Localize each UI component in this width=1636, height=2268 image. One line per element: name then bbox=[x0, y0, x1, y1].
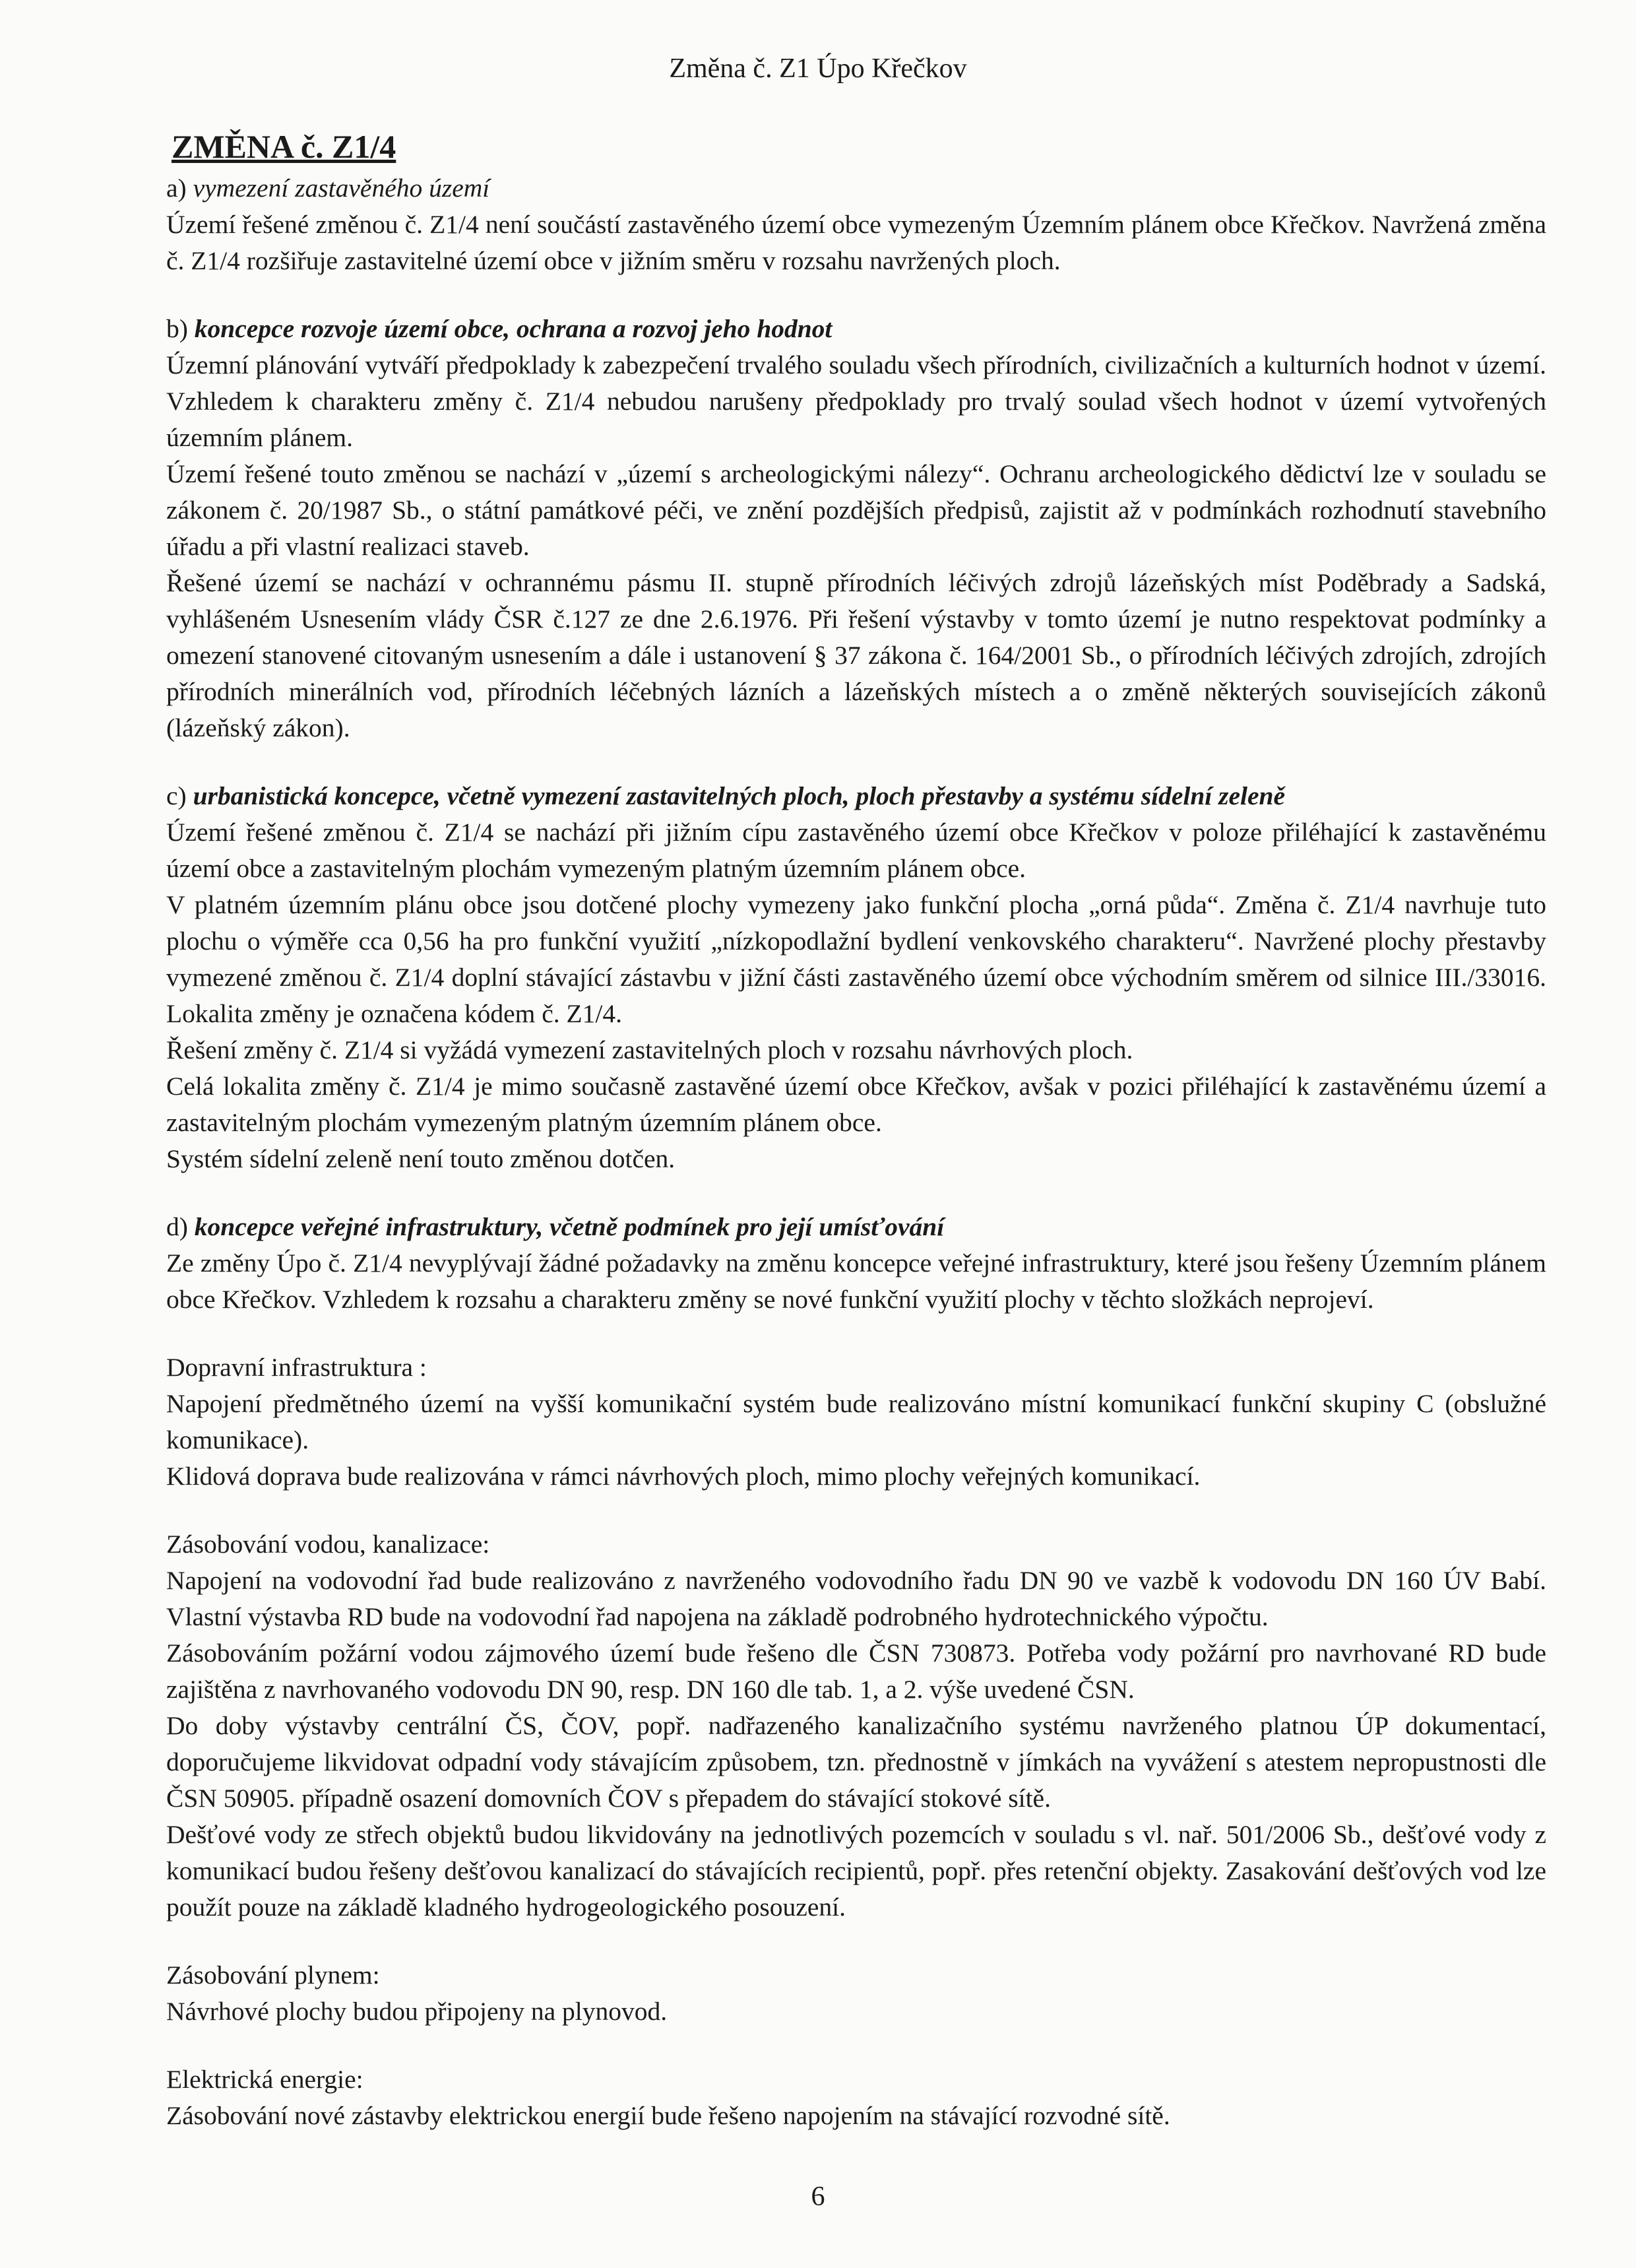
transport-paragraph: Klidová doprava bude realizována v rámci návrhových ploch, mimo plochy veřejných komunikací. bbox=[166, 1462, 1201, 1491]
section-d-paragraph: Ze změny Úpo č. Z1/4 nevyplývají žádné požadavky na změnu koncepce veřejné infrastruktury, které jsou řešeny Územním plánem obce Křečkov. Vzhledem k rozsahu a charakteru změny se nové funkční využití plochy v těchto složkách neprojeví. bbox=[166, 1248, 1546, 1314]
section-c-paragraph: Řešení změny č. Z1/4 si vyžádá vymezení zastavitelných ploch v rozsahu návrhových ploch. bbox=[166, 1035, 1133, 1064]
water-paragraph: Do doby výstavby centrální ČS, ČOV, popř. nadřazeného kanalizačního systému navrženého platnou ÚP dokumentací, doporučujeme likvidovat odpadní vody stávajícím způsobem, tzn. přednostně v jímkách na vyvážení s atestem nepropustnosti dle ČSN 50905. případně osazení domovních ČOV s přepadem do stávající stokové sítě. bbox=[166, 1711, 1546, 1813]
section-c-paragraph: Celá lokalita změny č. Z1/4 je mimo současně zastavěné území obce Křečkov, avšak v pozici přiléhající k zastavěnému území a zastavitelným plochám vymezeným platným územním plánem obce. bbox=[166, 1072, 1546, 1137]
running-header: Změna č. Z1 Úpo Křečkov bbox=[669, 53, 967, 84]
section-a bbox=[166, 170, 1546, 279]
section-a-heading bbox=[166, 170, 1546, 207]
spacer bbox=[166, 2030, 1546, 2061]
section-b-heading bbox=[166, 311, 1546, 347]
spacer bbox=[166, 746, 1546, 778]
section-c-letter: c) bbox=[166, 781, 187, 810]
water-paragraph: Zásobováním požární vodou zájmového území bude řešeno dle ČSN 730873. Potřeba vody požární pro navrhované RD bude zajištěna z navrhovaného vodovodu DN 90, resp. DN 160 dle tab. 1, a 2. výše uvedené ČSN. bbox=[166, 1638, 1546, 1704]
section-d-letter: d) bbox=[166, 1212, 188, 1241]
section-d bbox=[166, 1209, 1546, 2134]
spacer bbox=[166, 1318, 1546, 1349]
section-a-letter: a) bbox=[166, 174, 187, 203]
section-b-paragraph: Územní plánování vytváří předpoklady k zabezpečení trvalého souladu všech přírodních, civilizačních a kulturních hodnot v území. Vzhledem k charakteru změny č. Z1/4 nebudou narušeny předpoklady pro trvalý soulad všech hodnot v území vytvořených územním plánem. bbox=[166, 350, 1546, 452]
gas-paragraph: Návrhové plochy budou připojeny na plynovod. bbox=[166, 1997, 668, 2026]
change-title: ZMĚNA č. Z1/4 bbox=[172, 128, 396, 165]
document-body bbox=[166, 125, 1546, 2134]
section-a-paragraph: Území řešené změnou č. Z1/4 není součástí zastavěného území obce vymezeným Územním plánem obce Křečkov. Navržená změna č. Z1/4 rozšiřuje zastavitelné území obce v jižním směru v rozsahu navržených ploch. bbox=[166, 210, 1546, 275]
water-paragraph: Dešťové vody ze střech objektů budou likvidovány na jednotlivých pozemcích v souladu s vl. nař. 501/2006 Sb., dešťové vody z komunikací budou řešeny dešťovou kanalizací do stávajících recipientů, popř. přes retenční objekty. Zasakování dešťových vod lze použít pouze na základě kladného hydrogeologického posouzení. bbox=[166, 1820, 1546, 1922]
section-c-paragraph: Území řešené změnou č. Z1/4 se nachází při jižním cípu zastavěného území obce Křečkov v poloze přiléhající k zastavěnému území obce a zastavitelným plochám vymezeným platným územním plánem obce. bbox=[166, 818, 1546, 883]
spacer bbox=[166, 1495, 1546, 1526]
electric-paragraph: Zásobování nové zástavby elektrickou energií bude řešeno napojením na stávající rozvodné sítě. bbox=[166, 2101, 1170, 2130]
electric-heading: Elektrická energie: bbox=[166, 2065, 363, 2094]
section-b-paragraph: Řešené území se nachází v ochrannému pásmu II. stupně přírodních léčivých zdrojů lázeňských míst Poděbrady a Sadská, vyhlášeném Usnesením vlády ČSR č.127 ze dne 2.6.1976. Při řešení výstavby v tomto území je nutno respektovat podmínky a omezení stanovené citovaným usnesením a dále i ustanovení § 37 zákona č. 164/2001 Sb., o přírodních léčivých zdrojích, zdrojích přírodních minerálních vod, přírodních léčebných lázních a lázeňských místech a o změně některých souvisejících zákonů (lázeňský zákon). bbox=[166, 568, 1546, 742]
section-a-title: vymezení zastavěného území bbox=[193, 174, 490, 203]
section-c-paragraph: Systém sídelní zeleně není touto změnou dotčen. bbox=[166, 1144, 676, 1173]
page-number: 6 bbox=[811, 2182, 825, 2212]
transport-heading: Dopravní infrastruktura : bbox=[166, 1353, 427, 1382]
spacer bbox=[166, 279, 1546, 311]
section-b bbox=[166, 311, 1546, 746]
section-b-title: koncepce rozvoje území obce, ochrana a rozvoj jeho hodnot bbox=[194, 314, 833, 343]
section-d-heading bbox=[166, 1209, 1546, 1245]
section-c bbox=[166, 778, 1546, 1177]
section-b-letter: b) bbox=[166, 314, 188, 343]
section-c-title: urbanistická koncepce, včetně vymezení zastavitelných ploch, ploch přestavby a systému sídelní zeleně bbox=[193, 781, 1286, 810]
section-c-paragraph: V platném územním plánu obce jsou dotčené plochy vymezeny jako funkční plocha „orná půda“. Změna č. Z1/4 navrhuje tuto plochu o výměře cca 0,56 ha pro funkční využití „nízkopodlažní bydlení venkovského charakteru“. Navržené plochy přestavby vymezené změnou č. Z1/4 doplní stávající zástavbu v jižní části zastavěného území obce východním směrem od silnice III./33016. Lokalita změny je označena kódem č. Z1/4. bbox=[166, 890, 1546, 1028]
section-c-heading bbox=[166, 778, 1546, 814]
water-heading: Zásobování vodou, kanalizace: bbox=[166, 1530, 490, 1559]
water-paragraph: Napojení na vodovodní řad bude realizováno z navrženého vodovodního řadu DN 90 ve vazbě k vodovodu DN 160 ÚV Babí. Vlastní výstavba RD bude na vodovodní řad napojena na základě podrobného hydrotechnického výpočtu. bbox=[166, 1566, 1546, 1631]
gas-heading: Zásobování plynem: bbox=[166, 1960, 380, 1990]
section-b-paragraph: Území řešené touto změnou se nachází v „území s archeologickými nálezy“. Ochranu archeologického dědictví lze v souladu se zákonem č. 20/1987 Sb., o státní památkové péči, ve znění pozdějších předpisů, zajistit až v podmínkách rozhodnutí stavebního úřadu a při vlastní realizaci staveb. bbox=[166, 459, 1546, 561]
spacer bbox=[166, 1926, 1546, 1957]
section-d-title: koncepce veřejné infrastruktury, včetně podmínek pro její umísťování bbox=[194, 1212, 945, 1241]
transport-paragraph: Napojení předmětného území na vyšší komunikační systém bude realizováno místní komunikací funkční skupiny C (obslužné komunikace). bbox=[166, 1389, 1546, 1454]
spacer bbox=[166, 1177, 1546, 1209]
